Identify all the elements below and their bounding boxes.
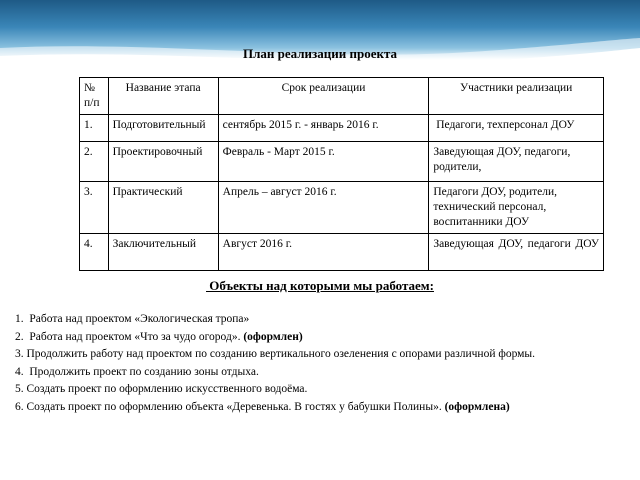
item-text: 6. Создать проект по оформлению объекта «Деревенька. В гостях у бабушки Полины». [15,400,445,413]
table-row [80,115,604,142]
item-status-close: ) [505,400,510,413]
decorative-wave [0,0,640,75]
row-stage: Практический [108,182,218,234]
row-stage: Заключительный [108,234,218,271]
item-text: 4. Продолжить проект по созданию зоны отдыха. [15,365,259,378]
item-status: оформлен [247,330,299,343]
row-num: 4. [80,234,109,271]
objects-heading: Объекты над которыми мы работаем: [206,278,434,293]
row-participants: Педагоги ДОУ, родители, технический персонал, воспитанники ДОУ [429,182,604,234]
objects-list [15,311,630,417]
list-item [15,399,630,417]
item-text: 1. Работа над проектом «Экологическая тропа» [15,313,250,325]
item-text: 5. Создать проект по оформлению искусственного водоёма. [15,383,308,396]
header-cell-stage: Название этапа [108,78,218,115]
row-stage: Подготовительный [108,115,218,142]
header-cell-period: Срок реализации [218,78,429,115]
row-participants: Заведующая ДОУ, педагоги ДОУ [429,234,604,271]
header-cell-num: № п/п [80,78,109,115]
row-participants: Заведующая ДОУ, педагоги, родители, [429,142,604,182]
row-num: 2. [80,142,109,182]
item-status-close: ) [298,330,303,343]
table-row [80,142,604,182]
list-item [15,346,630,364]
row-period: Август 2016 г. [218,234,429,271]
row-period: Февраль - Март 2015 г. [218,142,429,182]
row-period: сентябрь 2015 г. - январь 2016 г. [218,115,429,142]
header-cell-participants: Участники реализации [429,78,604,115]
item-status: оформлена [448,400,506,413]
page-title: План реализации проекта [242,46,397,61]
list-item [15,329,630,347]
list-item [15,311,630,329]
item-text: 3. Продолжить работу над проектом по созданию вертикального озеленения с опорами различной формы. [15,348,536,361]
row-participants: Педагоги, техперсонал ДОУ [429,115,604,142]
list-item [15,381,630,399]
item-text: 2. Работа над проектом «Что за чудо огород». [15,330,244,343]
plan-table [79,77,604,271]
row-num: 3. [80,182,109,234]
item-status-open: ( [444,400,449,413]
table-row [80,182,604,234]
row-stage: Проектировочный [108,142,218,182]
table-row [80,234,604,271]
list-item [15,364,630,382]
row-num: 1. [80,115,109,142]
row-period: Апрель – август 2016 г. [218,182,429,234]
item-status-open: ( [243,330,248,343]
table-header-row [80,78,604,115]
